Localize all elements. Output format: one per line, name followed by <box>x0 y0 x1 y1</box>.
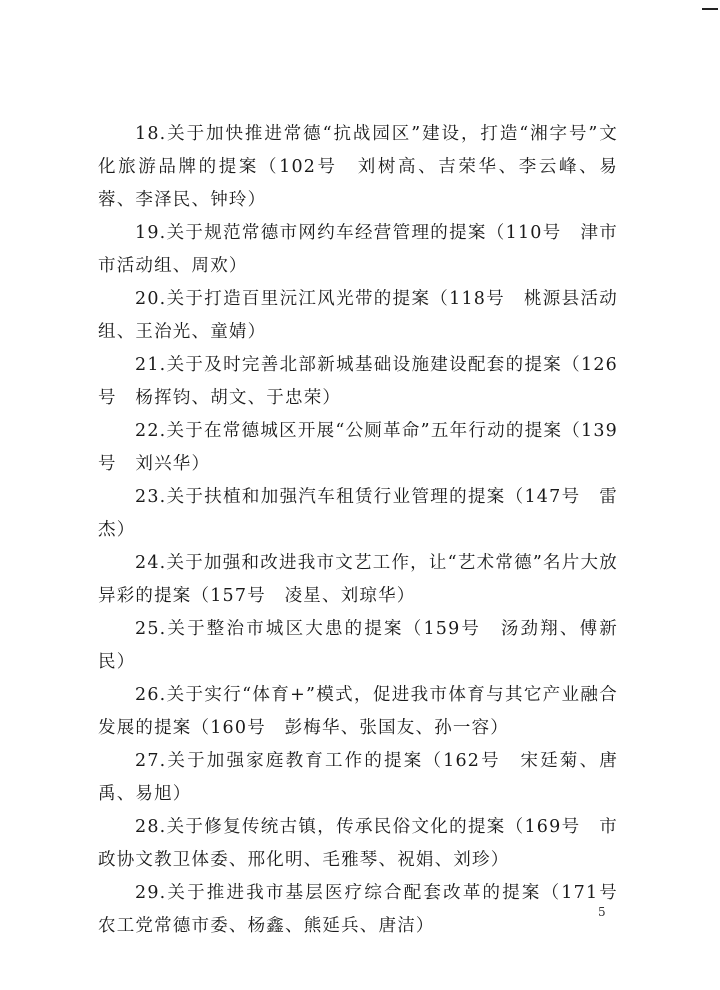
page-number: 5 <box>598 905 606 919</box>
proposal-item-24: 24.关于加强和改进我市文艺工作，让“艺术常德”名片大放异彩的提案（157号 凌星、刘琼华） <box>98 553 618 606</box>
corner-mark <box>702 8 718 10</box>
proposal-item-20: 20.关于打造百里沅江风光带的提案（118号 桃源县活动组、王治光、童婧） <box>98 289 618 342</box>
proposal-item-26: 26.关于实行“体育+”模式，促进我市体育与其它产业融合发展的提案（160号 彭梅华、张国友、孙一容） <box>98 685 618 738</box>
proposal-item-23: 23.关于扶植和加强汽车租赁行业管理的提案（147号 雷杰） <box>98 487 618 540</box>
proposal-item-25: 25.关于整治市城区大患的提案（159号 汤劲翔、傅新民） <box>98 619 618 672</box>
proposal-item-27: 27.关于加强家庭教育工作的提案（162号 宋廷菊、唐禹、易旭） <box>98 751 618 804</box>
proposal-item-28: 28.关于修复传统古镇，传承民俗文化的提案（169号 市政协文教卫体委、邢化明、毛雅琴、祝娟、刘珍） <box>98 817 618 870</box>
proposal-item-22: 22.关于在常德城区开展“公厕革命”五年行动的提案（139号 刘兴华） <box>98 421 618 474</box>
proposal-item-29: 29.关于推进我市基层医疗综合配套改革的提案（171号 农工党常德市委、杨鑫、熊延兵、唐洁） <box>98 883 637 936</box>
proposal-item-21: 21.关于及时完善北部新城基础设施建设配套的提案（126号 杨挥钧、胡文、于忠荣） <box>98 355 618 408</box>
proposal-item-19: 19.关于规范常德市网约车经营管理的提案（110号 津市市活动组、周欢） <box>98 223 618 276</box>
proposal-list <box>98 118 637 943</box>
proposal-item-18: 18.关于加快推进常德“抗战园区”建设，打造“湘字号”文化旅游品牌的提案（102号 刘树高、吉荣华、李云峰、易蓉、李泽民、钟玲） <box>98 124 618 210</box>
